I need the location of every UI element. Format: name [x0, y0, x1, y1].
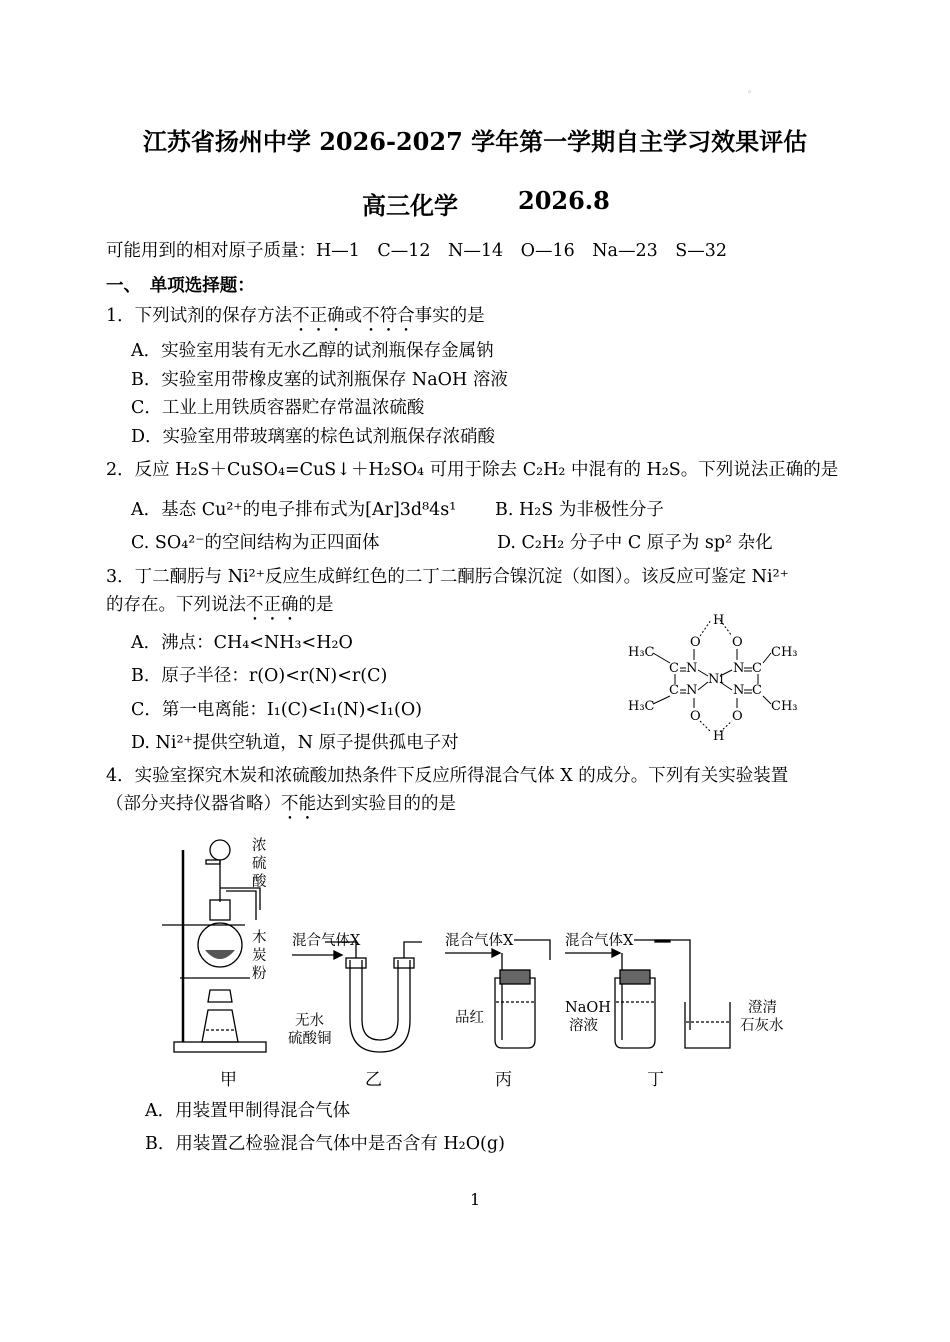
label-bing: 丙: [495, 1070, 512, 1090]
structure-n-tr: N: [733, 661, 745, 676]
label-jia: 甲: [220, 1070, 237, 1090]
structure-o-tr: O: [732, 635, 743, 650]
q3-option-d: D. Ni²⁺提供空轨道，N 原子提供孤电子对: [131, 733, 459, 753]
q1-option-b: B．实验室用带橡皮塞的试剂瓶保存 NaOH 溶液: [131, 370, 508, 390]
structure-n-br: N: [733, 683, 745, 698]
label-naoh-1: NaOH: [565, 1000, 611, 1016]
q3-option-b: B．原子半径：r(O)<r(N)<r(C): [131, 666, 388, 686]
structure-o-br: O: [732, 709, 743, 724]
q3-option-a: A．沸点：CH₄<NH₃<H₂O: [131, 633, 353, 653]
experiment-apparatus-figure: [150, 830, 810, 1095]
q4-stem-line2: （部分夹持仪器省略）不能达到实验目的的是: [106, 794, 456, 814]
q2-stem: 2．反应 H₂S＋CuSO₄=CuS↓＋H₂SO₄ 可用于除去 C₂H₂ 中混有的 H₂S。下列说法正确的是: [106, 460, 839, 480]
label-naoh-2: 溶液: [569, 1018, 598, 1034]
label-charcoal-1: 木: [252, 930, 267, 946]
structure-o-tl: O: [690, 635, 701, 650]
structure-c-bl: C: [669, 683, 679, 698]
structure-c-br: C: [752, 683, 762, 698]
label-conc-acid-2: 硫: [252, 856, 267, 872]
section-heading: 一、 单项选择题：: [106, 276, 255, 296]
structure-ch3-bottom: CH₃: [771, 699, 798, 714]
page-title: 江苏省扬州中学 2026-2027 学年第一学期自主学习效果评估: [142, 127, 808, 156]
atomic-masses: 可能用到的相对原子质量：H—1 C—12 N—14 O—16 Na—23 S—32: [106, 241, 728, 261]
label-conc-acid-3: 酸: [252, 874, 267, 890]
q2-option-d: D. C₂H₂ 分子中 C 原子为 sp² 杂化: [497, 533, 773, 553]
page-number: 1: [470, 1190, 481, 1209]
structure-c-tl: C: [669, 661, 679, 676]
structure-o-bl: O: [690, 709, 701, 724]
nickel-dimethylglyoximate-structure: [620, 608, 810, 748]
q2-option-a: A．基态 Cu²⁺的电子排布式为[Ar]3d⁸4s¹: [131, 500, 457, 520]
structure-h3c-top: H₃C: [628, 645, 655, 660]
label-gas-x-yi: 混合气体X: [292, 933, 361, 949]
label-gas-x-bing: 混合气体X: [445, 933, 514, 949]
label-gas-x-ding: 混合气体X: [565, 933, 634, 949]
label-conc-acid-1: 浓: [252, 838, 267, 854]
q1-option-c: C．工业上用铁质容器贮存常温浓硫酸: [131, 398, 425, 418]
label-charcoal-3: 粉: [252, 966, 267, 982]
structure-n-tl: N: [686, 661, 698, 676]
exam-date: 2026.8: [518, 186, 610, 215]
structure-n-bl: N: [686, 683, 698, 698]
structure-c-tr: C: [752, 661, 762, 676]
corner-mark: 。: [748, 85, 756, 94]
label-limewater-1: 澄清: [748, 1000, 777, 1016]
q4-option-a: A．用装置甲制得混合气体: [145, 1101, 351, 1121]
q1-option-d: D．实验室用带玻璃塞的棕色试剂瓶保存浓硝酸: [131, 427, 496, 447]
structure-h-bottom: H: [713, 729, 725, 744]
label-anhydrous-2: 硫酸铜: [288, 1031, 332, 1047]
structure-h-top: H: [713, 613, 725, 628]
q1-stem: 1．下列试剂的保存方法不正确或不符合事实的是: [106, 306, 485, 326]
structure-ch3-top: CH₃: [771, 645, 798, 660]
q4-stem-line1: 4．实验室探究木炭和浓硫酸加热条件下反应所得混合气体 X 的成分。下列有关实验装置: [106, 766, 789, 786]
q1-option-a: A．实验室用装有无水乙醇的试剂瓶保存金属钠: [131, 341, 494, 361]
label-yi: 乙: [365, 1070, 382, 1090]
q2-option-b: B. H₂S 为非极性分子: [495, 500, 664, 520]
label-pinhong: 品红: [455, 1010, 484, 1026]
q3-stem-line2: 的存在。下列说法不正确的是: [106, 595, 334, 615]
label-charcoal-2: 炭: [252, 948, 267, 964]
structure-ni: Ni: [708, 672, 724, 687]
subject-title: 高三化学: [362, 191, 458, 220]
q4-option-b: B．用装置乙检验混合气体中是否含有 H₂O(g): [145, 1134, 505, 1154]
q3-option-c: C．第一电离能：I₁(C)<I₁(N)<I₁(O): [131, 700, 423, 720]
label-ding: 丁: [647, 1070, 664, 1090]
q2-option-c: C. SO₄²⁻的空间结构为正四面体: [131, 533, 380, 553]
structure-h3c-bottom: H₃C: [628, 699, 655, 714]
label-limewater-2: 石灰水: [740, 1018, 784, 1034]
q3-stem-line1: 3．丁二酮肟与 Ni²⁺反应生成鲜红色的二丁二酮肟合镍沉淀（如图）。该反应可鉴定 Ni²⁺: [106, 567, 789, 587]
label-anhydrous-1: 无水: [295, 1013, 324, 1029]
